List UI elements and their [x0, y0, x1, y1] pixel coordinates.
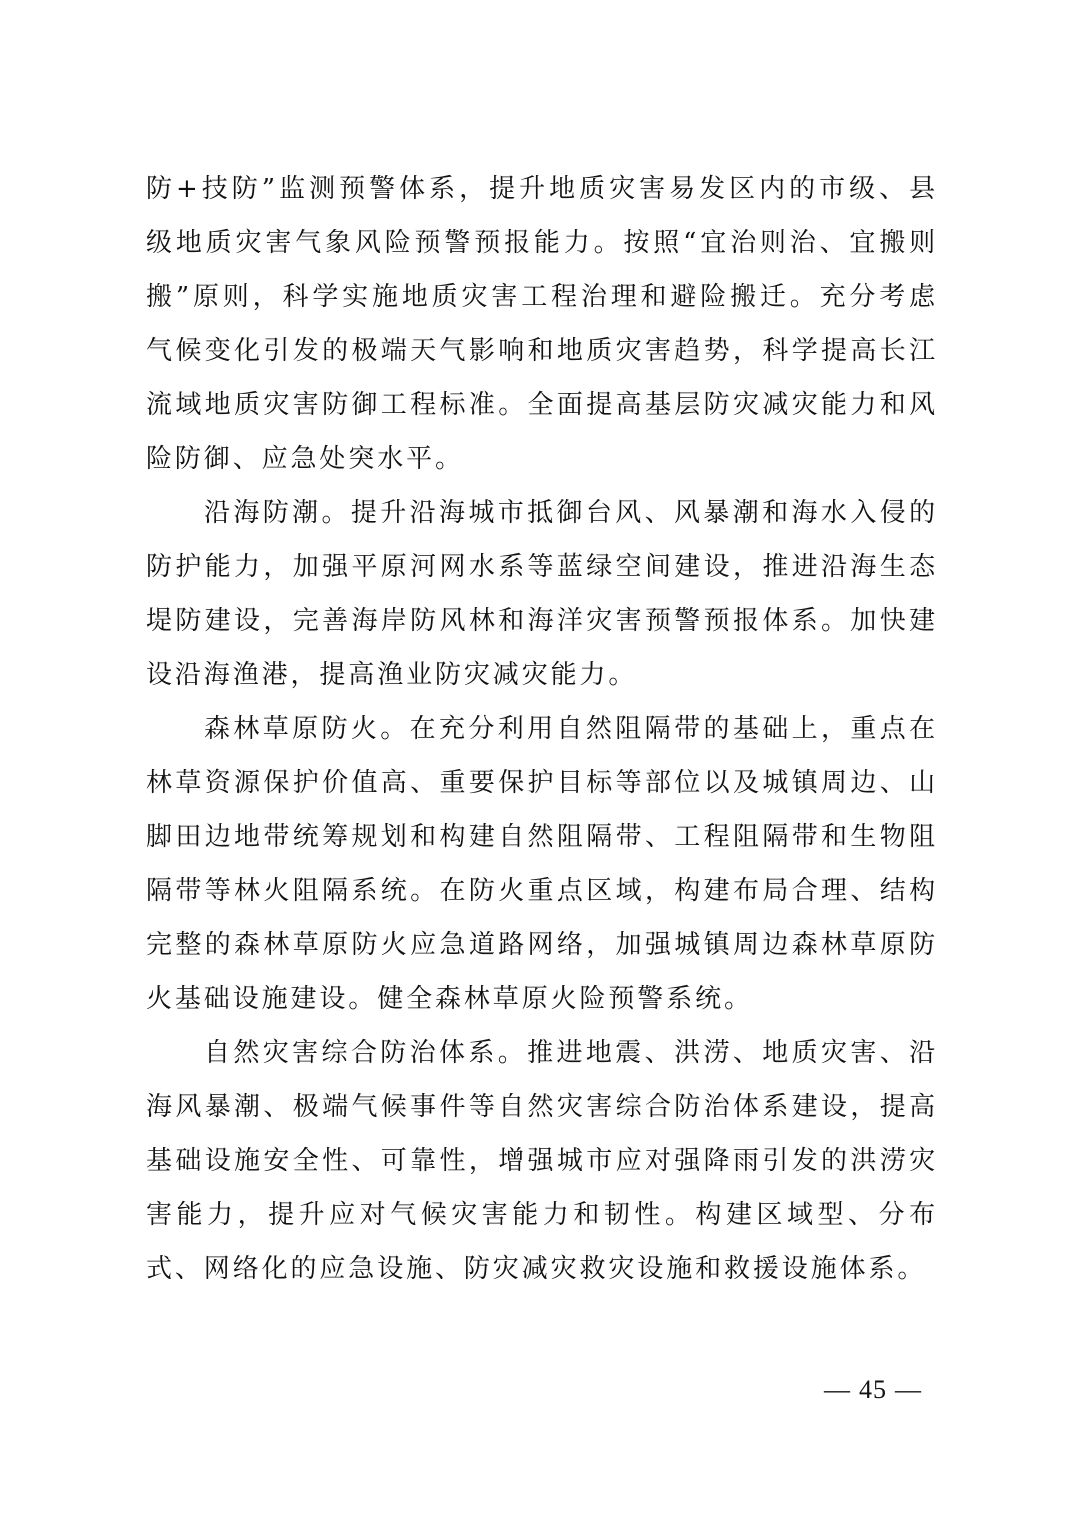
paragraph-text: 推进地震、洪涝、地质灾害、沿海风暴潮、极端气候事件等自然灾害综合防治体系建设，提高基础设施安全性、可靠性，增强城市应对强降雨引发的洪涝灾害能力，提升应对气候灾害能力和韧性。构建区域型、分布式、网络化的应急设施、防灾减灾救灾设施和救援设施体系。	[146, 1038, 938, 1284]
paragraph-forest-grassland-fire	[146, 702, 938, 1026]
page-number-dash-right: —	[895, 1375, 922, 1404]
paragraph-geohazard-continuation	[146, 162, 938, 486]
paragraph-coastal-tide-defense	[146, 486, 938, 702]
page-number	[816, 1370, 930, 1410]
paragraph-heading: 森林草原防火。	[204, 714, 410, 744]
body-text	[146, 162, 938, 1296]
paragraph-text: 提升沿海城市抵御台风、风暴潮和海水入侵的防护能力，加强平原河网水系等蓝绿空间建设，推进沿海生态堤防建设，完善海岸防风林和海洋灾害预警预报体系。加快建设沿海渔港，提高渔业防灾减灾能力。	[146, 498, 938, 690]
paragraph-text: 在充分利用自然阻隔带的基础上，重点在林草资源保护价值高、重要保护目标等部位以及城镇周边、山脚田边地带统筹规划和构建自然阻隔带、工程阻隔带和生物阻隔带等林火阻隔系统。在防火重点区域，构建布局合理、结构完整的森林草原防火应急道路网络，加强城镇周边森林草原防火基础设施建设。健全森林草原火险预警系统。	[146, 714, 938, 1014]
paragraph-text: 防+技防”监测预警体系，提升地质灾害易发区内的市级、县级地质灾害气象风险预警预报能力。按照“宜治则治、宜搬则搬”原则，科学实施地质灾害工程治理和避险搬迁。充分考虑气候变化引发的极端天气影响和地质灾害趋势，科学提高长江流域地质灾害防御工程标准。全面提高基层防灾减灾能力和风险防御、应急处突水平。	[146, 174, 938, 474]
paragraph-heading: 沿海防潮。	[204, 498, 351, 528]
page-number-dash-left: —	[824, 1375, 851, 1404]
paragraph-heading: 自然灾害综合防治体系。	[204, 1038, 528, 1068]
page-number-value: 45	[859, 1375, 887, 1404]
paragraph-disaster-prevention-system	[146, 1026, 938, 1296]
